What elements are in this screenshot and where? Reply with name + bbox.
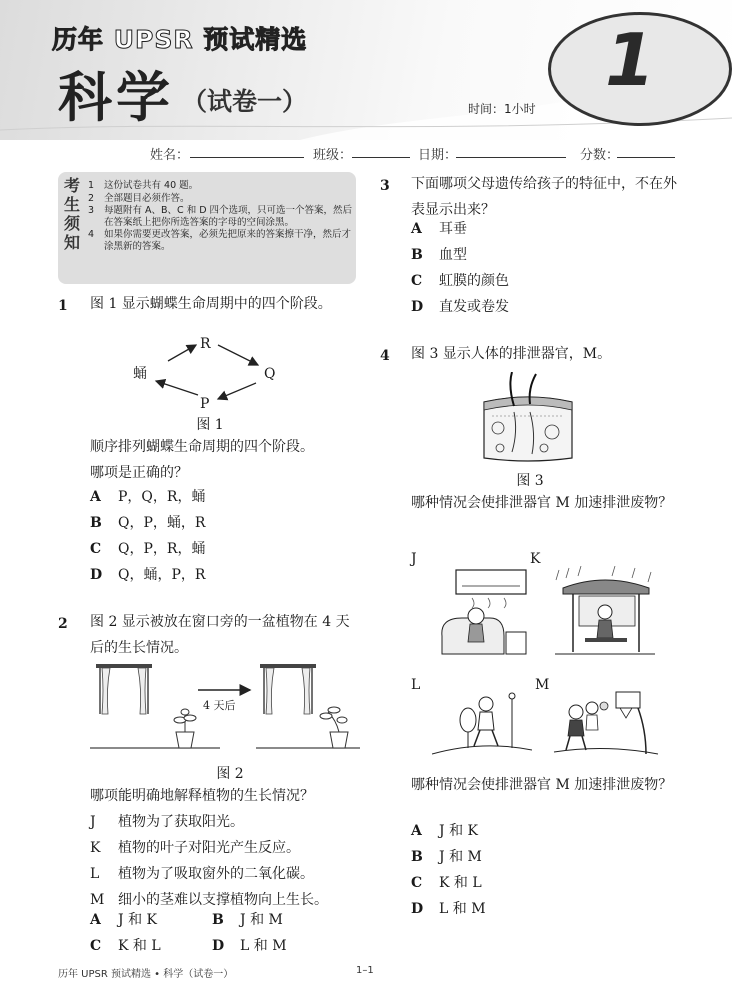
date-label: 日期：	[418, 148, 458, 163]
score-label: 分数：	[580, 148, 620, 163]
option-b[interactable]: B J 和 M	[212, 912, 283, 928]
option-b[interactable]: B Q，P，蛹，R	[90, 515, 206, 531]
question-1-prompt: 顺序排列蝴蝶生命周期的四个阶段。	[90, 439, 314, 455]
question-2-prompt: 哪项能明确地解释植物的生长情况？	[90, 788, 314, 804]
name-field[interactable]	[190, 157, 304, 158]
question-3-text: 下面哪项父母遗传给孩子的特征中，不在外表显示出来？	[411, 176, 677, 218]
instructions-list	[88, 180, 354, 253]
figure-3-caption: 图 3	[516, 473, 544, 489]
option-d[interactable]: D Q，蛹，P，R	[90, 567, 206, 583]
picture-k-bus-stop-rain	[555, 566, 655, 660]
question-4-prompt: 哪种情况会使排泄器官 M 加速排泄废物？	[411, 495, 673, 511]
option-a[interactable]: A 耳垂	[411, 221, 467, 237]
question-1-question: 哪项是正确的？	[90, 465, 188, 481]
option-a[interactable]: A J 和 K	[90, 912, 157, 928]
option-b[interactable]: B J 和 M	[411, 849, 482, 865]
statement-j: J 植物为了获取阳光。	[90, 814, 244, 830]
instruction-item: 1 这份试卷共有 40 题。	[88, 180, 199, 191]
picture-m-label: M	[535, 677, 550, 693]
statement-l: L 植物为了吸取窗外的二氧化碳。	[90, 866, 314, 882]
score-field[interactable]	[617, 157, 675, 158]
date-field[interactable]	[456, 157, 566, 158]
question-4-number: 4	[380, 348, 390, 364]
question-4-text: 图 3 显示人体的排泄器官，M。	[411, 346, 612, 362]
page-number: 1–1	[356, 965, 374, 976]
class-field[interactable]	[352, 157, 410, 158]
figure-1-caption: 图 1	[196, 417, 224, 433]
option-b[interactable]: B 血型	[411, 247, 467, 263]
stage-pupa-label: 蛹	[133, 366, 147, 382]
skin-cross-section-icon	[478, 372, 578, 464]
option-d[interactable]: D 直发或卷发	[411, 299, 509, 315]
instruction-item: 4 如果你需要更改答案，必须先把原来的答案擦干净，然后才涂黑新的答案。	[88, 229, 352, 252]
question-3-number: 3	[380, 178, 390, 194]
footer-text: 历年 UPSR 预试精选 • 科学（试卷一）	[58, 969, 234, 980]
option-c[interactable]: C 虹膜的颜色	[411, 273, 509, 289]
arrow-label: 4 天后	[203, 699, 236, 712]
question-4-question: 哪种情况会使排泄器官 M 加速排泄废物？	[411, 777, 673, 793]
picture-l-boy-walking-outdoors	[432, 690, 532, 758]
option-c[interactable]: C K 和 L	[90, 938, 161, 954]
statement-m: M 细小的茎难以支撑植物向上生长。	[90, 892, 328, 908]
series-title: 历年 UPSR 预试精选	[52, 25, 308, 54]
picture-l-label: L	[411, 677, 421, 693]
instructions-title: 考 生 须 知	[64, 176, 81, 252]
question-3-options	[411, 216, 509, 320]
picture-k-label: K	[530, 551, 541, 567]
picture-j-air-conditioned-room	[432, 566, 532, 660]
question-2-text: 图 2 显示被放在窗口旁的一盆植物在 4 天后的生长情况。	[90, 614, 350, 656]
instruction-item: 3 每题附有 A、B、C 和 D 四个选项，只可选一个答案，然后在答案纸上把你所选答案的字母的空间涂黑。	[88, 205, 353, 228]
subject-title: 科学	[58, 66, 174, 129]
instruction-item: 2 全部题目必须作答。	[88, 192, 190, 204]
option-a[interactable]: A J 和 K	[411, 823, 478, 839]
option-c[interactable]: C Q，P，R，蛹	[90, 541, 206, 557]
name-label: 姓名：	[150, 148, 190, 163]
class-label: 班级：	[313, 148, 353, 163]
question-1-text: 图 1 显示蝴蝶生命周期中的四个阶段。	[90, 296, 332, 312]
stage-r-label: R	[200, 336, 211, 352]
option-d[interactable]: D L 和 M	[411, 901, 486, 917]
statement-k: K 植物的叶子对阳光产生反应。	[90, 840, 300, 856]
question-2-number: 2	[58, 616, 68, 632]
stage-p-label: P	[200, 396, 210, 412]
paper-label: （试卷一）	[182, 87, 308, 116]
figure-2-caption: 图 2	[216, 766, 244, 782]
picture-m-children-playing-basketball	[550, 690, 660, 758]
time-label: 时间：1小时	[468, 102, 536, 116]
question-2-statements	[90, 809, 328, 913]
stage-q-label: Q	[264, 366, 276, 382]
question-1-options	[90, 484, 205, 588]
question-1-number: 1	[58, 298, 68, 314]
option-d[interactable]: D L 和 M	[212, 938, 287, 954]
option-a[interactable]: A P，Q，R，蛹	[90, 489, 206, 505]
question-4-options	[411, 818, 486, 922]
option-c[interactable]: C K 和 L	[411, 875, 482, 891]
paper-number: 1	[604, 18, 656, 102]
picture-j-label: J	[411, 551, 417, 567]
